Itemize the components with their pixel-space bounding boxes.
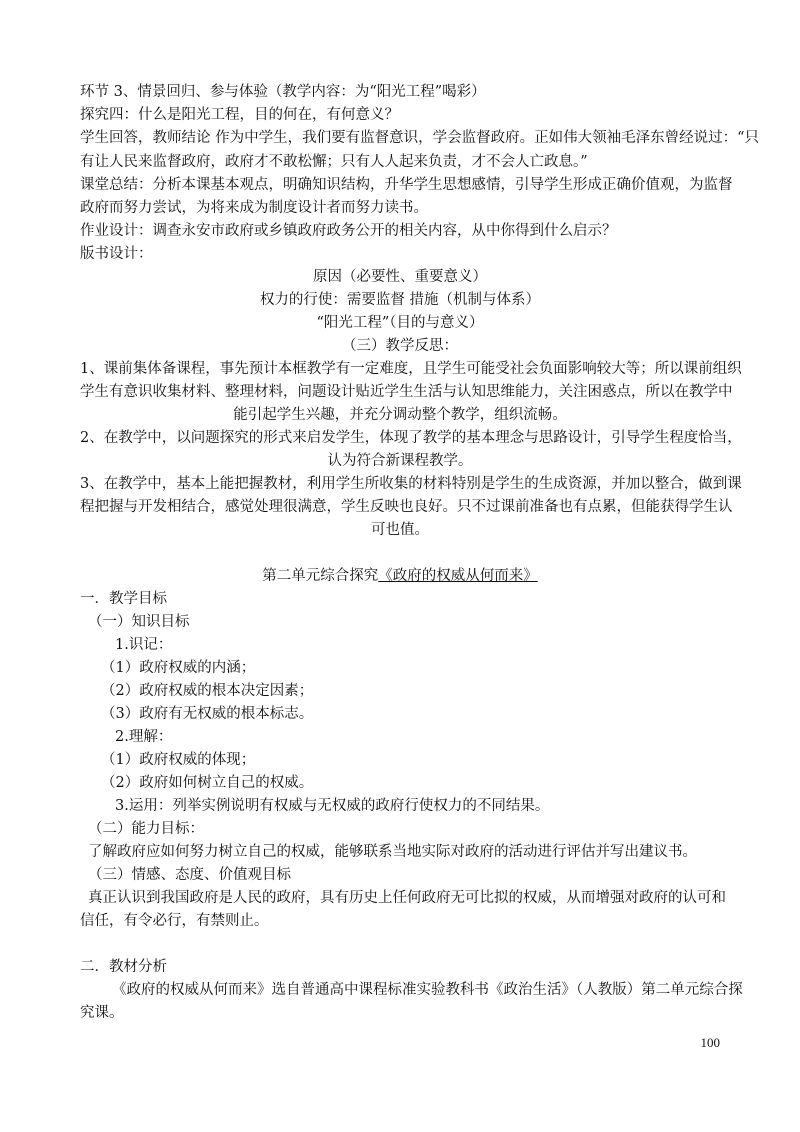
text-line: 作业设计：调查永安市政府或乡镇政府政务公开的相关内容，从中你得到什么启示？ xyxy=(80,223,617,239)
list-item: （3）政府有无权威的根本标志。 xyxy=(101,706,314,722)
text-line: 学生回答，教师结论 作为中学生，我们要有监督意识，学会监督政府。正如伟大领袖毛泽东曾经说过：“只 xyxy=(80,130,760,146)
heading: 一．教学目标 xyxy=(80,591,167,607)
paragraph: 《政府的权威从何而来》选自普通高中课程标准实验教科书《政治生活》（人教版）第二单元综合探 xyxy=(112,982,743,998)
paragraph: 究课。 xyxy=(80,1005,124,1021)
reflection-line: 2、在教学中，以问题探究的形式来启发学生，体现了教学的基本理念与思路设计，引导学生程度恰当， xyxy=(80,430,742,446)
reflection-line: 1、课前集体备课程，事先预计本框教学有一定难度，且学生可能受社会负面影响较大等；所以课前组织 xyxy=(80,361,742,377)
unit-title-prefix: 第二单元综合探究 xyxy=(262,568,379,584)
list-heading: 1.识记： xyxy=(115,637,173,653)
text-line: 有让人民来监督政府，政府才不敢松懈；只有人人起来负责，才不会人亡政息。” xyxy=(80,154,588,170)
list-item: （2）政府如何树立自己的权威。 xyxy=(101,775,314,791)
page-number: 100 xyxy=(700,1035,720,1050)
text-line: 政府而努力尝试，为将来成为制度设计者而努力读书。 xyxy=(80,200,428,216)
reflection-line: 学生有意识收集材料、整理材料，问题设计贴近学生生活与认知思维能力，关注困惑点，所以在教学中 xyxy=(80,384,733,400)
reflection-line: 能引起学生兴趣，并充分调动整个教学，组织流畅。 xyxy=(233,407,567,423)
reflection-line: 认为符合新课程教学。 xyxy=(327,453,473,469)
list-item: （1）政府权威的内涵； xyxy=(101,660,256,676)
paragraph: 信任，有令必行，有禁则止。 xyxy=(80,913,269,929)
text-line: 课堂总结：分析本课基本观点，明确知识结构，升华学生思想感情，引导学生形成正确价值观，为监督 xyxy=(80,177,733,193)
unit-title-name: 《政府的权威从何而来》 xyxy=(378,568,538,584)
list-heading: 2.理解： xyxy=(115,729,173,745)
subheading: （三）情感、态度、价值观目标 xyxy=(88,867,291,883)
board-line: 原因（必要性、重要意义） xyxy=(313,269,487,285)
subheading: （一）知识目标 xyxy=(88,614,190,630)
heading: 二．教材分析 xyxy=(80,959,167,975)
list-item: （1）政府权威的体现； xyxy=(101,752,256,768)
list-heading: 3.运用：列举实例说明有权威与无权威的政府行使权力的不同结果。 xyxy=(115,798,550,814)
reflection-line: 3、在教学中，基本上能把握教材，利用学生所收集的材料特别是学生的生成资源，并加以整合，做到课 xyxy=(80,476,742,492)
text-line: 探究四：什么是阳光工程，目的何在，有何意义？ xyxy=(80,107,399,123)
text-line: 版书设计： xyxy=(80,246,153,262)
paragraph: 了解政府应如何努力树立自己的权威，能够联系当地实际对政府的活动进行评估并写出建议书。 xyxy=(88,844,697,860)
board-line: 权力的行使：需要监督 措施（机制与体系） xyxy=(259,292,541,308)
reflection-line: 程把握与开发相结合，感觉处理很满意，学生反映也良好。只不过课前准备也有点累，但能获得学生认 xyxy=(80,499,733,515)
text-line: 环节 3、情景回归、参与体验（教学内容：为“阳光工程”喝彩） xyxy=(80,84,486,100)
paragraph: 真正认识到我国政府是人民的政府，具有历史上任何政府无可比拟的权威，从而增强对政府的认可和 xyxy=(88,890,726,906)
section-heading: （三）教学反思： xyxy=(342,338,458,354)
unit-title xyxy=(80,566,720,586)
list-item: （2）政府权威的根本决定因素； xyxy=(101,683,314,699)
subheading: （二）能力目标： xyxy=(88,821,204,837)
reflection-line: 可也值。 xyxy=(371,522,429,538)
board-line: “阳光工程”（目的与意义） xyxy=(316,315,484,331)
